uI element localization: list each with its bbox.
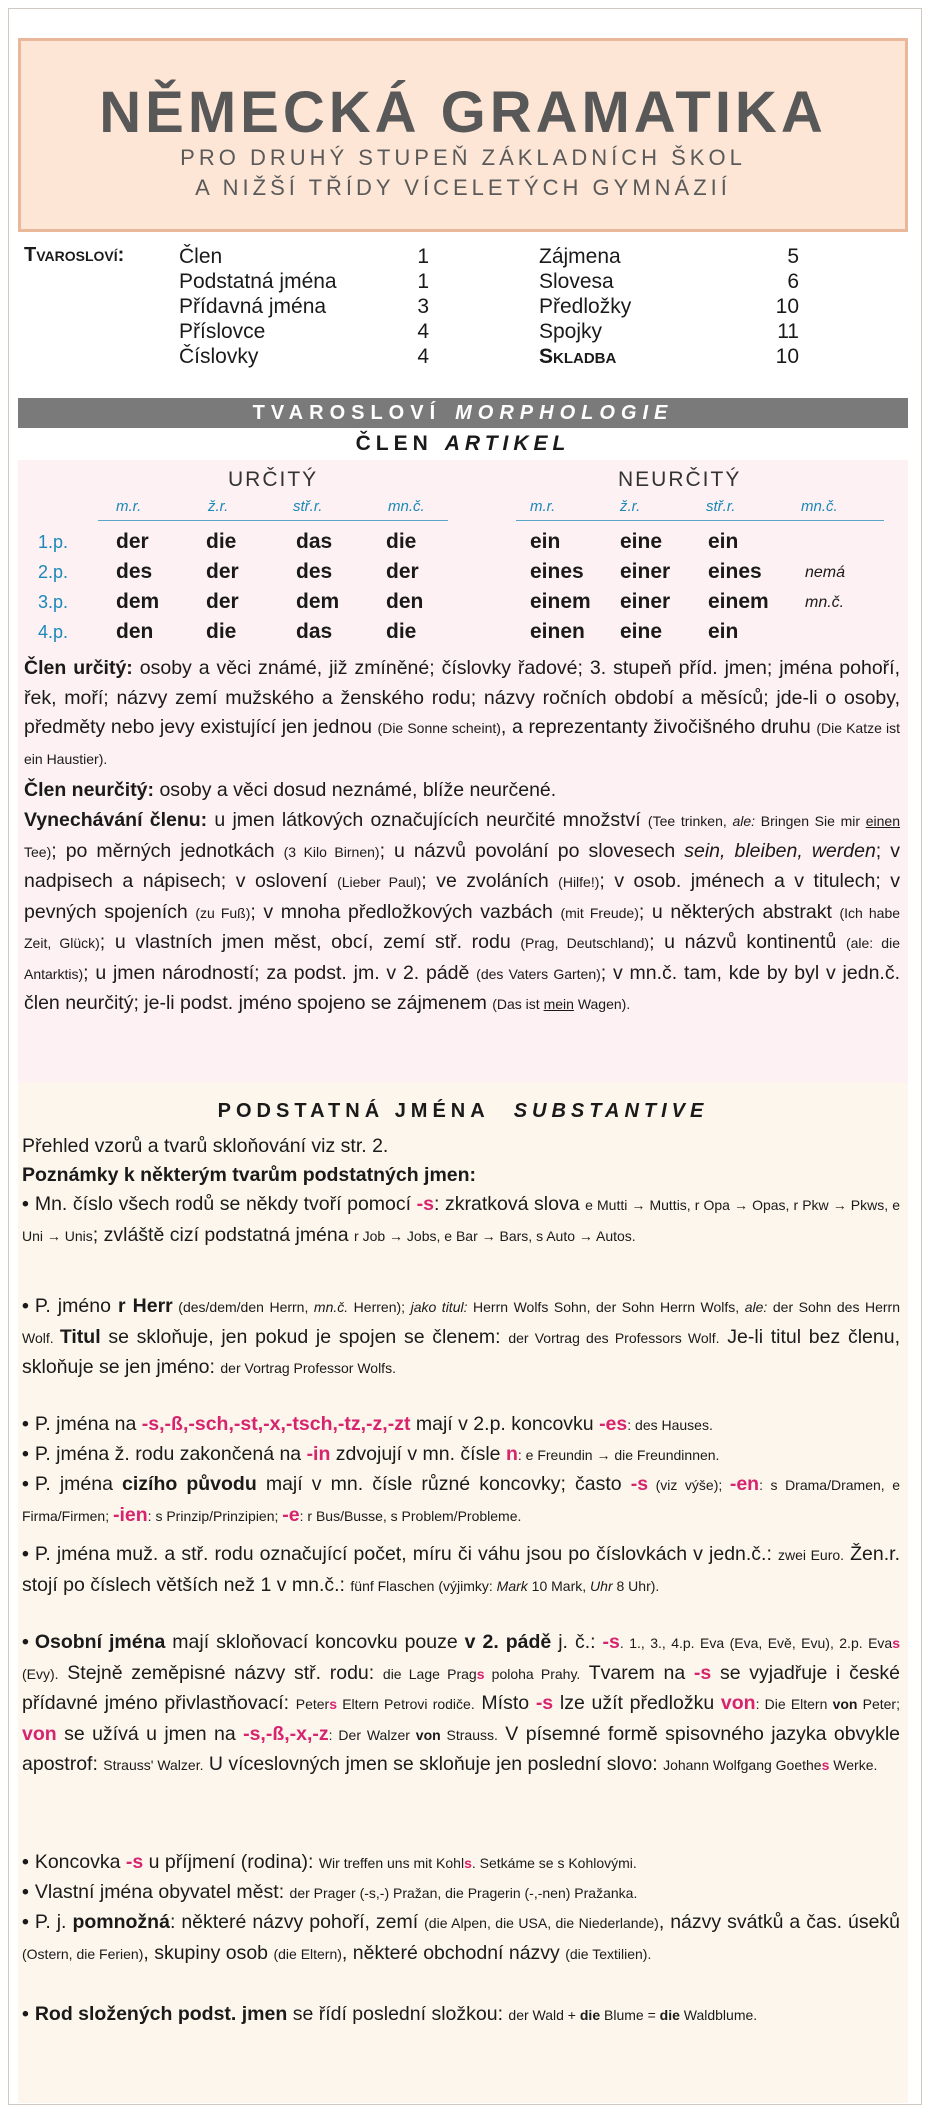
indefinite-title: NEURČITÝ xyxy=(618,468,742,491)
col-header: ž.r. xyxy=(620,498,641,515)
article-cell: eine xyxy=(620,530,663,553)
article-cell: der xyxy=(386,560,419,583)
section-heading-clen: ČLEN ARTIKEL xyxy=(355,432,571,455)
case-label: 4.p. xyxy=(38,622,69,642)
col-header: m.r. xyxy=(530,498,556,515)
list-item: • Mn. číslo všech rodů se někdy tvoří pomocí -s: zkratková slova e Mutti → Muttis, r Opa → Opas, r Pkw → Pkws, e Uni → Unis; zvláště cizí podstatná jména r Job → Jobs, e Bar → Bars, s Auto → Autos. xyxy=(22,1193,900,1246)
article-cell: ein xyxy=(708,530,739,553)
article-cell: das xyxy=(296,620,333,643)
list-item: • P. jména cizího původu mají v mn. čísle různé koncovky; často -s (viz výše); -en: s Drama/Dramen, e Firma/Firmen; -ien: s Prinzip/Prinzipien; -e: r Bus/Busse, s Problem/Probleme. xyxy=(22,1473,900,1526)
case-label: 1.p. xyxy=(38,532,69,552)
article-cell: eines xyxy=(530,560,584,583)
list-item: • Koncovka -s u příjmení (rodina): Wir treffen uns mit Kohls. Setkáme se s Kohlovými. xyxy=(22,1851,637,1873)
article-cell: des xyxy=(296,560,333,583)
list-item: • P. jména muž. a stř. rodu označující počet, míru či váhu jsou po číslovkách v jedn.č.: zwei Euro. Žen.r. stojí po číslech větších než 1 v mn.č.: fünf Flaschen (výjimky: Mark 10 Mark, Uhr 8 Uhr). xyxy=(22,1543,900,1596)
divider xyxy=(516,520,884,521)
list-item: • Osobní jména mají skloňovací koncovku pouze v 2. pádě j. č.: -s. 1., 3., 4.p. Eva (Eva, Evě, Evu), 2.p. Evas (Evy). Stejně zeměpisné názvy stř. rodu: die Lage Prags poloha Prahy. Tvarem na -s se vyjadřuje i české přídavné jméno přivlastňovací: Peters Eltern Petrovi rodiče. Místo -s lze užít předložku von: Die Eltern von Peter; von se užívá u jmen na -s,-ß,-x,-z: Der Walzer von Strauss. V písemné formě spisovného jazyka obvykle apostrof: Strauss' Walzer. U víceslovných jmen se skloňuje jen poslední slovo: Johann Wolfgang Goethes Werke. xyxy=(22,1631,901,1775)
article-cell: ein xyxy=(708,620,739,643)
article-cell: des xyxy=(116,560,153,583)
article-cell: die xyxy=(206,620,237,643)
case-label: 2.p. xyxy=(38,562,69,582)
plural-note: mn.č. xyxy=(805,594,845,611)
article-cell: einem xyxy=(708,590,769,613)
subst-intro: Přehled vzorů a tvarů skloňování viz str. 2. xyxy=(22,1135,389,1157)
article-cell: einer xyxy=(620,590,671,613)
col-header: mn.č. xyxy=(388,498,425,515)
divider xyxy=(98,520,448,521)
article-cell: ein xyxy=(530,530,561,553)
article-cell: eines xyxy=(708,560,762,583)
subtitle-line-1: PRO DRUHÝ STUPEŇ ZÁKLADNÍCH ŠKOL xyxy=(180,145,746,170)
paragraph-vynechavani: Vynechávání členu: u jmen látkových označujících neurčité množství (Tee trinken, ale: Bringen Sie mir einen Tee); po měrných jednotkách (3 Kilo Birnen); u názvů povolání po slovesech sein, bleiben, werden; v nadpisech a nápisech; v oslovení (Lieber Paul); ve zvoláních (Hilfe!); v osob. jménech a v titulech; v pevných spojeních (zu Fuß); v mnoha předložkových vazbách (mit Freude); u některých abstrakt (Ich habe Zeit, Glück); u vlastních jmen měst, obcí, zemí stř. rodu (Prag, Deutschland); u názvů kontinentů (ale: die Antarktis); u jmen národností; za podst. jm. v 2. pádě (des Vaters Garten); v mn.č. tam, kde by byl v jedn.č. člen neurčitý; je-li podst. jméno spojeno se zájmenem (Das ist mein Wagen). xyxy=(24,809,901,1014)
page-title: NĚMECKÁ GRAMATIKA xyxy=(99,80,827,145)
article-cell: einen xyxy=(530,620,585,643)
subtitle-line-2: A NIŽŠÍ TŘÍDY VÍCELETÝCH GYMNÁZIÍ xyxy=(195,175,731,200)
article-cell: die xyxy=(386,530,417,553)
list-item: • P. j. pomnožná: některé názvy pohoří, zemí (die Alpen, die USA, die Niederlande), názvy svátků a čas. úseků (Ostern, die Ferien), skupiny osob (die Eltern), některé obchodní názvy (die Textilien). xyxy=(22,1911,901,1964)
list-item: • P. jméno r Herr (des/dem/den Herrn, mn.č. Herren); jako titul: Herrn Wolfs Sohn, der Sohn Herrn Wolfs, ale: der Sohn des Herrn Wolf. Titul se skloňuje, jen pokud je spojen se členem: der Vortrag des Professors Wolf. Je-li titul bez členu, skloňuje se jen jméno: der Vortrag Professor Wolfs. xyxy=(22,1295,901,1378)
list-item: • P. jména ž. rodu zakončená na -in zdvojují v mn. čísle n: e Freundin → die Freundinnen. xyxy=(22,1443,720,1465)
article-cell: das xyxy=(296,530,333,553)
article-cell: den xyxy=(386,590,424,613)
table-of-contents: Tvarosloví: Člen 1 Podstatná jména 1 Přídavná jména 3 Příslovce 4 Číslovky 4 Zájmena 5 Slovesa 6 Předložky 10 Spojky 11 Skladba 10 xyxy=(24,244,799,368)
definite-title: URČITÝ xyxy=(228,468,319,491)
article-cell: die xyxy=(386,620,417,643)
toc-label: Tvarosloví: xyxy=(24,244,125,266)
col-header: stř.r. xyxy=(293,498,323,515)
article-cell: dem xyxy=(116,590,160,613)
col-header: m.r. xyxy=(116,498,142,515)
article-cell: den xyxy=(116,620,154,643)
article-cell: einem xyxy=(530,590,591,613)
paragraph-clen-neurcity: Člen neurčitý: osoby a věci dosud neznámé, blíže neurčené. xyxy=(24,779,557,801)
article-cell: der xyxy=(206,560,239,583)
article-cell: der xyxy=(116,530,149,553)
title-box xyxy=(18,38,908,232)
article-cell: einer xyxy=(620,560,671,583)
article-cell: eine xyxy=(620,620,663,643)
plural-note: nemá xyxy=(805,564,846,581)
case-label: 3.p. xyxy=(38,592,69,612)
section-heading-substantive: PODSTATNÁ JMÉNA SUBSTANTIVE xyxy=(217,1100,709,1122)
paragraph-clen-urcity: Člen určitý: osoby a věci známé, již zmíněné; číslovky řadové; 3. stupeň příd. jmen; jména pohoří, řek, moří; názvy zemí mužského a ženského rodu; názvy ročních období a měsíců; jde-li o osoby, předměty nebo jevy existující jen jednou (Die Sonne scheint), a reprezentanty živočišného druhu (Die Katze ist ein Haustier). xyxy=(24,657,900,767)
article-cell: der xyxy=(206,590,239,613)
section-bar-morphology: TVAROSLOVÍ MORPHOLOGIE xyxy=(18,398,908,428)
article-cell: dem xyxy=(296,590,340,613)
col-header: mn.č. xyxy=(801,498,838,515)
article-cell: die xyxy=(206,530,237,553)
list-item: • P. jména na -s,-ß,-sch,-st,-x,-tsch,-tz,-z,-zt mají v 2.p. koncovku -es: des Hauses. xyxy=(22,1413,713,1435)
col-header: stř.r. xyxy=(706,498,736,515)
col-header: ž.r. xyxy=(208,498,229,515)
subst-notes-title: Poznámky k některým tvarům podstatných jmen: xyxy=(22,1164,477,1186)
list-item: • Rod složených podst. jmen se řídí poslední složkou: der Wald + die Blume = die Waldblume. xyxy=(22,2003,758,2025)
list-item: • Vlastní jména obyvatel měst: der Prager (-s,-) Pražan, die Pragerin (-,-nen) Pražanka. xyxy=(22,1881,638,1903)
